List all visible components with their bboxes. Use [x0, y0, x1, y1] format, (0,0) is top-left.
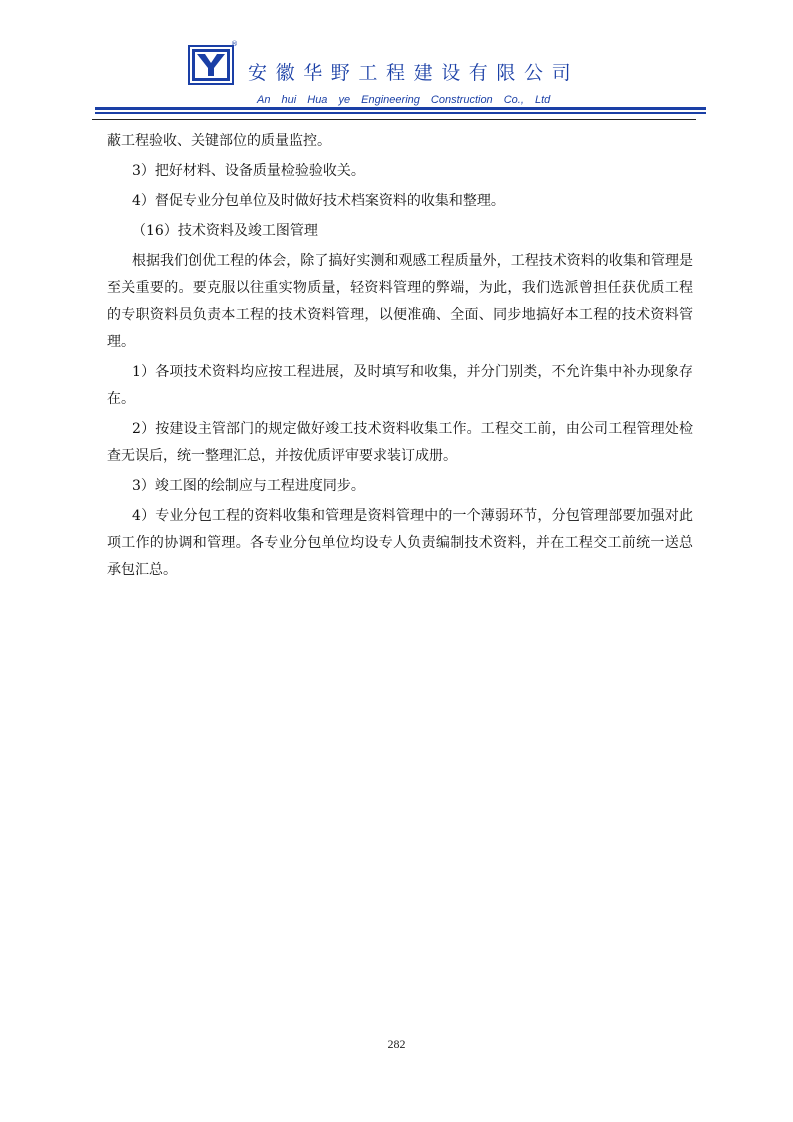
- header-rule-black: [92, 119, 696, 120]
- company-name-chinese: 安徽华野工程建设有限公司: [248, 62, 580, 84]
- paragraph: 3）竣工图的绘制应与工程进度同步。: [132, 478, 365, 494]
- paragraph: 3）把好材料、设备质量检验验收关。: [132, 163, 365, 179]
- paragraph: 2）按建设主管部门的规定做好竣工技术资料收集工作。工程交工前，由公司工程管理处检查无误后，统一整理汇总，并按优质评审要求装订成册。: [107, 421, 693, 464]
- registered-mark: ®: [231, 40, 238, 48]
- company-name-english: An hui Hua ye Engineering Construction Co., Ltd: [257, 94, 551, 106]
- section-heading: （16）技术资料及竣工图管理: [132, 223, 318, 239]
- company-logo-icon: [188, 45, 234, 85]
- paragraph: 1）各项技术资料均应按工程进展，及时填写和收集，并分门别类，不允许集中补办现象存在。: [107, 364, 693, 407]
- header-rule-thin: [95, 112, 706, 114]
- header-rule-thick: [95, 107, 706, 110]
- paragraph: 根据我们创优工程的体会，除了搞好实测和观感工程质量外，工程技术资料的收集和管理是至关重要的。要克服以往重实物质量，轻资料管理的弊端，为此，我们选派曾担任获优质工程的专职资料员负责本工程的技术资料管理，以便准确、全面、同步地搞好本工程的技术资料管理。: [107, 253, 693, 350]
- paragraph: 蔽工程验收、关键部位的质量监控。: [107, 133, 331, 149]
- page-number: 282: [387, 1037, 406, 1051]
- document-body: [107, 128, 693, 587]
- page-header: [0, 0, 793, 125]
- paragraph: 4）督促专业分包单位及时做好技术档案资料的收集和整理。: [132, 193, 505, 209]
- paragraph: 4）专业分包工程的资料收集和管理是资料管理中的一个薄弱环节，分包管理部要加强对此项工作的协调和管理。各专业分包单位均设专人负责编制技术资料，并在工程交工前统一送总承包汇总。: [107, 508, 693, 578]
